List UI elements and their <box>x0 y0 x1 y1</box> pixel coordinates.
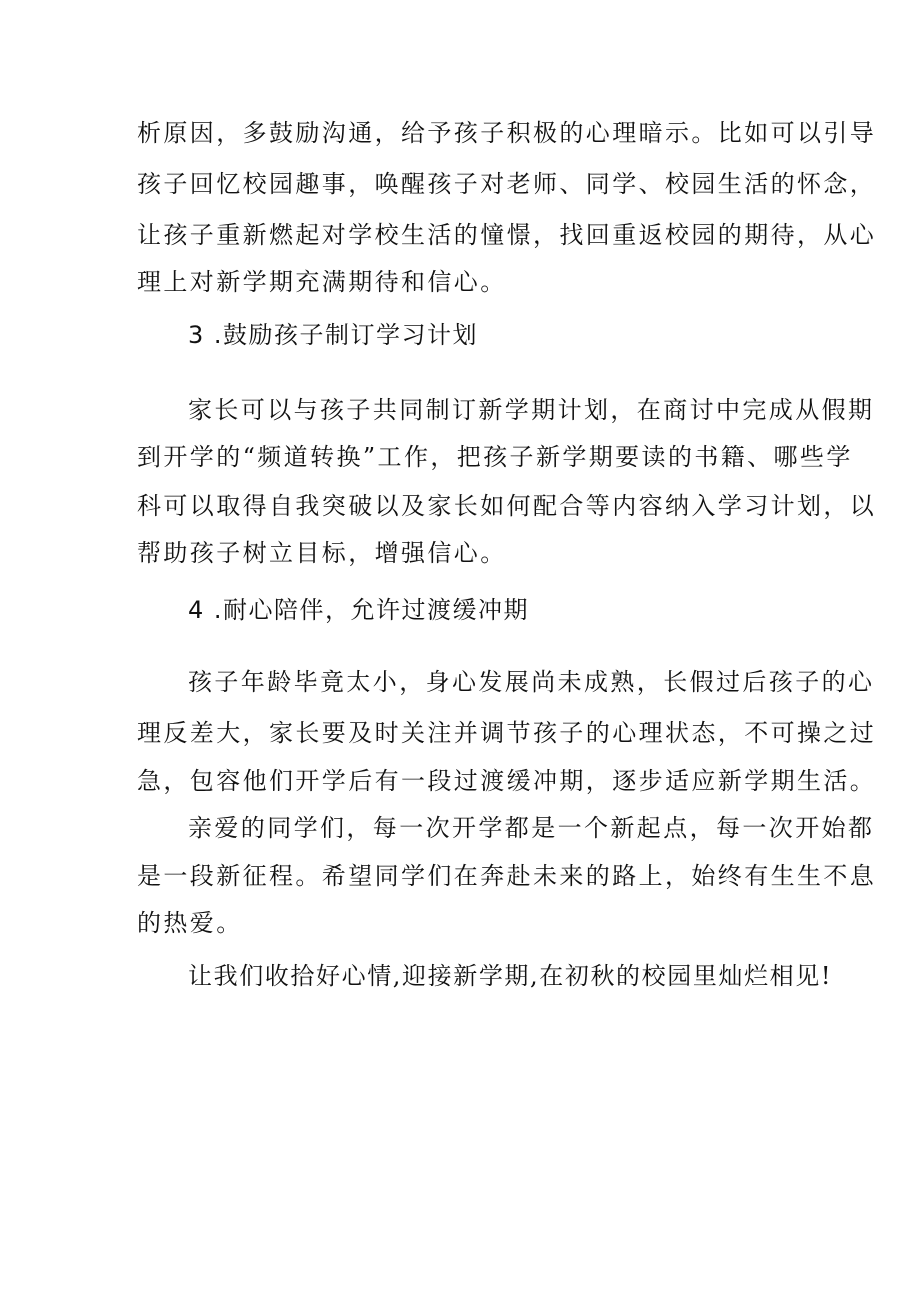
paragraph-line: 孩子回忆校园趣事，唤醒孩子对老师、同学、校园生活的怀念， <box>137 170 877 198</box>
paragraph-line: 亲爱的同学们，每一次开学都是一个新起点，每一次开始都 <box>188 814 875 842</box>
paragraph-line: 家长可以与孩子共同制订新学期计划，在商讨中完成从假期 <box>188 396 875 424</box>
paragraph-line: 理反差大，家长要及时关注并调节孩子的心理状态，不可操之过 <box>137 719 877 747</box>
paragraph-line: 是一段新征程。希望同学们在奔赴未来的路上，始终有生生不息 <box>137 862 877 890</box>
section-heading-3: 3 .鼓励孩子制订学习计划 <box>188 321 479 349</box>
paragraph-line: 让孩子重新燃起对学校生活的憧憬，找回重返校园的期待，从心 <box>137 221 877 249</box>
paragraph-line: 孩子年龄毕竟太小，身心发展尚未成熟，长假过后孩子的心 <box>188 668 875 696</box>
paragraph-line: 帮助孩子树立目标，增强信心。 <box>137 539 507 567</box>
paragraph-line: 析原因，多鼓励沟通，给予孩子积极的心理暗示。比如可以引导 <box>137 119 877 147</box>
paragraph-line: 到开学的“频道转换”工作，把孩子新学期要读的书籍、哪些学 <box>137 443 853 471</box>
section-heading-4: 4 .耐心陪伴，允许过渡缓冲期 <box>188 596 530 624</box>
paragraph-line: 科可以取得自我突破以及家长如何配合等内容纳入学习计划，以 <box>137 492 877 520</box>
closing-line: 让我们收拾好心情,迎接新学期,在初秋的校园里灿烂相见! <box>188 962 833 990</box>
paragraph-line: 理上对新学期充满期待和信心。 <box>137 268 507 296</box>
paragraph-line: 急，包容他们开学后有一段过渡缓冲期，逐步适应新学期生活。 <box>137 767 877 795</box>
paragraph-line: 的热爱。 <box>137 909 243 937</box>
